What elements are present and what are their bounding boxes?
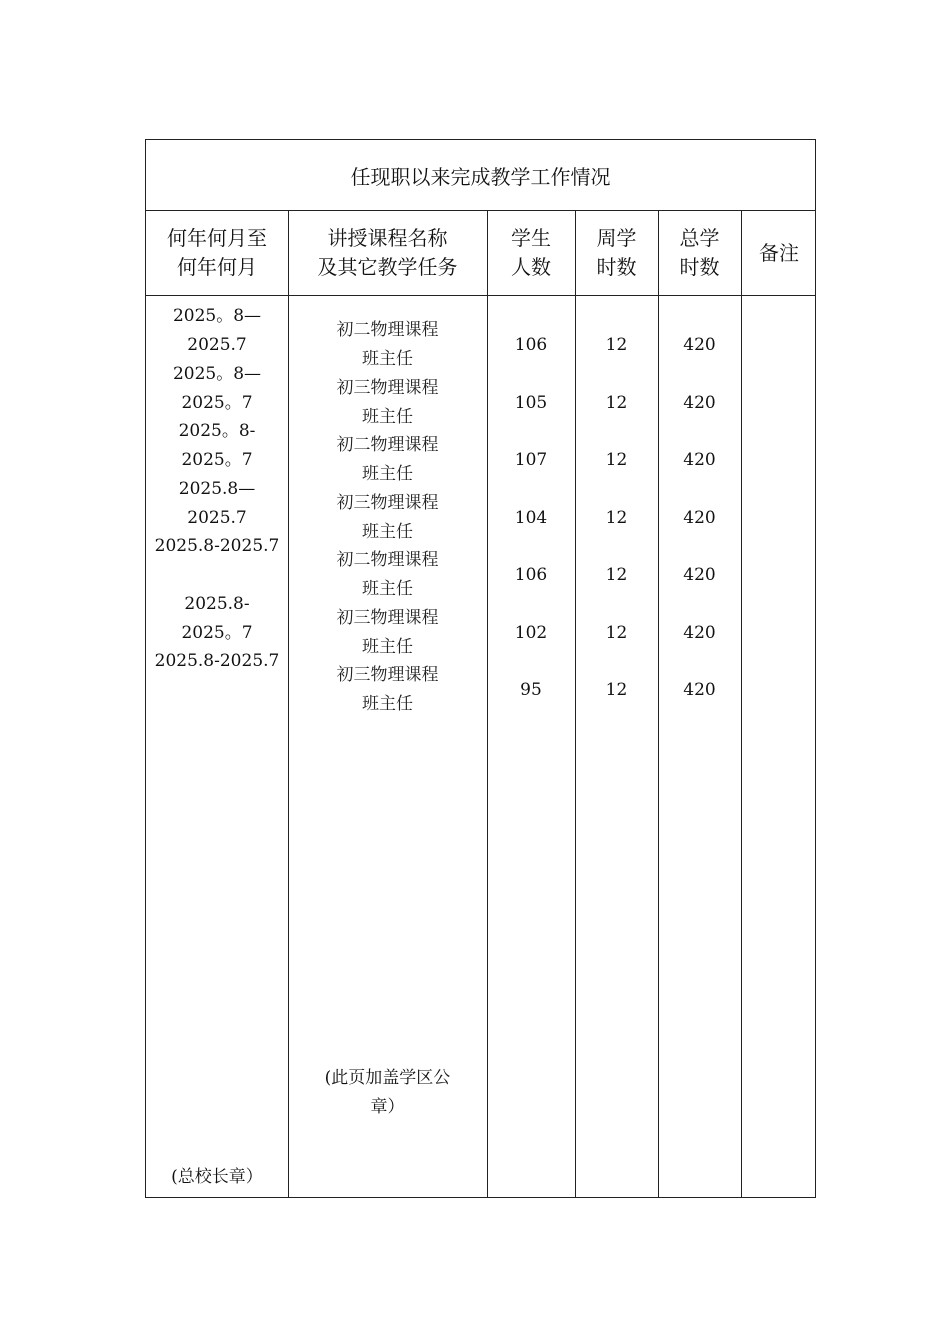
- weekly-hours-value: 12: [605, 622, 628, 643]
- weekly-hours-column: [575, 331, 658, 734]
- total-hours-value: 420: [683, 680, 716, 700]
- course-entry: 初二物理课程 班主任: [336, 320, 439, 369]
- weekly-hours-value: 12: [605, 680, 628, 700]
- header-total-hours: 总学 时数: [679, 226, 720, 279]
- header-period: 何年何月至 何年何月: [167, 226, 267, 279]
- course-entry: 初二物理课程 班主任: [336, 550, 439, 599]
- period-entry: 2025.8-2025.7: [154, 536, 280, 556]
- students-value: 95: [520, 680, 542, 700]
- total-hours-value: 420: [683, 392, 716, 413]
- header-weekly-hours: 周学 时数: [596, 226, 637, 279]
- students-column: [487, 331, 575, 734]
- header-students: 学生 人数: [511, 226, 551, 279]
- course-entry: 初二物理课程 班主任: [336, 435, 439, 484]
- header-remarks: 备注: [759, 240, 799, 265]
- total-hours-column: [658, 331, 741, 734]
- header-course: 讲授课程名称 及其它教学任务: [317, 226, 458, 279]
- period-entry: 2025.8-2025.7: [154, 651, 280, 671]
- period-entry: 2025.8— 2025.7: [178, 478, 256, 528]
- period-entry: 2025。8- 2025。7: [178, 421, 256, 470]
- principal-stamp-note: (总校长章）: [171, 1167, 263, 1187]
- total-hours-value: 420: [683, 507, 716, 528]
- period-entry: 2025.8- 2025。7: [181, 593, 253, 643]
- teaching-work-table: [145, 139, 816, 1198]
- period-entry: 2025。8— 2025.7: [172, 306, 262, 355]
- weekly-hours-value: 12: [605, 392, 628, 413]
- weekly-hours-value: 12: [605, 507, 628, 528]
- header-divider: [146, 295, 815, 296]
- total-hours-value: 420: [683, 335, 716, 355]
- total-hours-value: 420: [683, 450, 716, 470]
- table-title: 任现职以来完成教学工作情况: [146, 140, 815, 211]
- period-column: [146, 302, 288, 705]
- weekly-hours-value: 12: [605, 450, 628, 470]
- students-value: 106: [514, 335, 548, 355]
- district-stamp-note: (此页加盖学区公 章）: [324, 1068, 451, 1117]
- weekly-hours-value: 12: [605, 565, 628, 585]
- students-value: 107: [514, 450, 548, 470]
- weekly-hours-value: 12: [605, 335, 628, 355]
- students-value: 105: [514, 392, 548, 413]
- students-value: 106: [514, 565, 548, 585]
- students-value: 102: [514, 622, 548, 643]
- course-entry: 初三物理课程 班主任: [336, 665, 439, 714]
- students-value: 104: [514, 507, 548, 528]
- course-entry: 初三物理课程 班主任: [336, 377, 439, 427]
- course-entry: 初三物理课程 班主任: [336, 492, 439, 542]
- course-entry: 初三物理课程 班主任: [336, 607, 439, 657]
- total-hours-value: 420: [683, 622, 716, 643]
- course-column: [288, 316, 487, 719]
- total-hours-value: 420: [683, 565, 716, 585]
- period-entry: 2025。8— 2025。7: [172, 363, 262, 413]
- column-divider: [741, 211, 742, 1197]
